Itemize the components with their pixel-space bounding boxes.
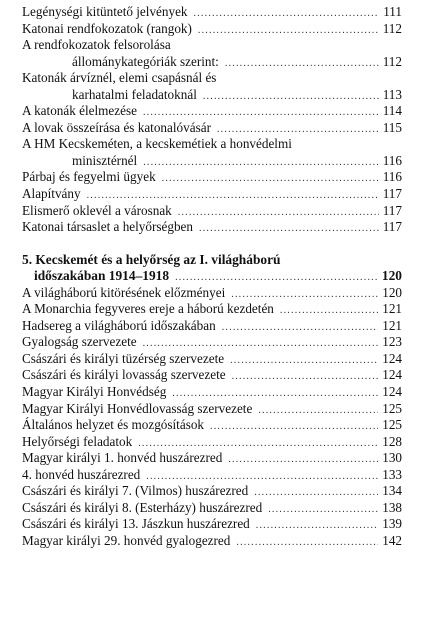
dot-leader [230, 353, 378, 370]
toc-entry-title: A HM Kecskeméten, a kecskemétiek a honvédelmi [22, 136, 292, 152]
toc-entry [22, 533, 402, 550]
toc-entry [22, 169, 402, 186]
toc-entry [22, 54, 402, 71]
toc-entry [22, 120, 402, 137]
dot-leader [256, 518, 378, 535]
toc-entry [22, 334, 402, 351]
toc-entry [22, 351, 402, 368]
toc-entry-page-number: 121 [382, 317, 402, 333]
dot-leader [225, 56, 379, 73]
dot-leader [198, 23, 379, 40]
toc-entry-title: Magyar királyi 29. honvéd gyalogezred [22, 532, 231, 548]
toc-entry-page-number: 125 [382, 417, 402, 433]
dot-leader [199, 221, 379, 238]
toc-entry [22, 417, 402, 434]
toc-entry-title: Gyalogság szervezete [22, 334, 137, 350]
toc-entry-title: Helyőrségi feladatok [22, 433, 133, 449]
toc-entry-page-number: 134 [382, 483, 402, 499]
toc-entry-page-number: 117 [382, 202, 402, 218]
toc-entry-page-number: 130 [382, 450, 402, 466]
toc-entry-title: A Monarchia fegyveres ereje a háború kezdetén [22, 301, 274, 317]
toc-entry [22, 434, 402, 451]
toc-entry-page-number: 125 [382, 400, 402, 416]
toc-entry [22, 516, 402, 533]
toc-entry [22, 21, 402, 38]
toc-entry [22, 4, 402, 21]
toc-entry [22, 103, 402, 120]
dot-leader [203, 89, 379, 106]
toc-entry [22, 136, 402, 153]
chapter-heading [22, 252, 402, 285]
toc-entry-title: állománykategóriák szerint: [72, 53, 219, 69]
chapter-title-line-2: időszakában 1914–1918 [34, 268, 170, 284]
toc-section-top [22, 4, 402, 236]
toc-entry [22, 467, 402, 484]
dot-leader [143, 155, 379, 172]
toc-entry [22, 87, 402, 104]
toc-entry-title: Császári és királyi 8. (Esterházy) huszárezred [22, 499, 263, 515]
toc-entry [22, 384, 402, 401]
toc-entry-page-number: 117 [382, 186, 402, 202]
toc-entry [22, 301, 402, 318]
toc-entry-page-number: 121 [382, 301, 402, 317]
toc-entry-page-number: 139 [382, 516, 402, 532]
toc-entry-page-number: 128 [382, 433, 402, 449]
toc-entry [22, 153, 402, 170]
toc-entry-page-number: 111 [383, 4, 402, 19]
toc-entry-title: A világháború kitörésének előzményei [22, 284, 226, 300]
toc-entry [22, 37, 402, 54]
toc-entry-title: Legénységi kitüntető jelvények [22, 4, 188, 19]
toc-entry-title: Katonák árvíznél, elemi csapásnál és [22, 70, 217, 86]
dot-leader [210, 419, 378, 436]
toc-entry-page-number: 112 [382, 20, 402, 36]
toc-entry-title: Elismerő oklevél a városnak [22, 202, 172, 218]
toc-entry-page-number: 115 [382, 119, 402, 135]
toc-entry-title: A katonák élelmezése [22, 103, 137, 119]
toc-entry [22, 450, 402, 467]
toc-section-bottom [22, 285, 402, 550]
toc-entry-title: Császári és királyi lovasság szervezete [22, 367, 226, 383]
toc-entry-title: Általános helyzet és mozgósítások [22, 417, 205, 433]
toc-entry [22, 285, 402, 302]
toc-entry [22, 186, 402, 203]
toc-entry-page-number: 133 [382, 466, 402, 482]
toc-entry-title: Katonai társaslet a helyőrségben [22, 219, 194, 235]
chapter-page-number: 120 [381, 268, 402, 284]
toc-entry-title: Császári és királyi 13. Jászkun huszárezred [22, 516, 250, 532]
toc-entry-page-number: 142 [382, 532, 402, 548]
dot-leader [254, 485, 378, 502]
toc-entry-page-number: 114 [382, 103, 402, 119]
toc-entry-title: Császári és királyi tüzérség szervezete [22, 350, 225, 366]
dot-leader [268, 502, 378, 519]
toc-entry-page-number: 124 [382, 367, 402, 383]
toc-entry [22, 70, 402, 87]
toc-entry-title: Alapítvány [22, 186, 81, 202]
toc-entry [22, 318, 402, 335]
toc-entry-title: Párbaj és fegyelmi ügyek [22, 169, 156, 185]
toc-entry-title: Hadsereg a világháború időszakában [22, 317, 216, 333]
toc-entry-title: 4. honvéd huszárezred [22, 466, 141, 482]
toc-entry-page-number: 116 [382, 152, 402, 168]
toc-entry-title: minisztérnél [72, 152, 138, 168]
toc-entry-title: Katonai rendfokozatok (rangok) [22, 20, 192, 36]
toc-entry-page-number: 138 [382, 499, 402, 515]
toc-entry-page-number: 124 [382, 384, 402, 400]
toc-entry-title: A rendfokozatok felsorolása [22, 37, 171, 53]
section-gap [22, 236, 402, 252]
toc-entry-title: Magyar királyi 1. honvéd huszárezred [22, 450, 223, 466]
toc-entry-page-number: 120 [382, 284, 402, 300]
toc-entry-page-number: 112 [382, 53, 402, 69]
dot-leader [222, 320, 379, 337]
dot-leader [228, 452, 378, 469]
dot-leader [162, 171, 379, 188]
toc-entry [22, 203, 402, 220]
toc-entry [22, 219, 402, 236]
toc-entry [22, 483, 402, 500]
dot-leader [232, 369, 379, 386]
chapter-line-2 [22, 268, 402, 285]
toc-entry-title: Császári és királyi 7. (Vilmos) huszárezred [22, 483, 249, 499]
toc-entry-page-number: 123 [382, 334, 402, 350]
dot-leader [280, 303, 378, 320]
table-of-contents [22, 4, 402, 550]
chapter-title-line-1: 5. Kecskemét és a helyőrség az I. világháború [22, 251, 281, 267]
toc-entry-title: Magyar Királyi Honvédlovasság szervezete [22, 400, 253, 416]
toc-entry-title: Magyar Királyi Honvédség [22, 384, 167, 400]
dot-leader [258, 403, 378, 420]
dot-leader [236, 535, 378, 552]
toc-entry-title: karhatalmi feladatoknál [72, 86, 197, 102]
toc-entry-page-number: 124 [382, 350, 402, 366]
toc-entry-page-number: 116 [382, 169, 402, 185]
chapter-line-1 [22, 252, 402, 269]
toc-entry-title: A lovak összeírása és katonalóvásár [22, 119, 211, 135]
toc-entry-page-number: 113 [382, 86, 402, 102]
toc-entry-page-number: 117 [382, 219, 402, 235]
toc-entry [22, 500, 402, 517]
dot-leader [194, 6, 380, 23]
toc-entry [22, 367, 402, 384]
dot-leader [178, 205, 379, 222]
toc-entry [22, 401, 402, 418]
